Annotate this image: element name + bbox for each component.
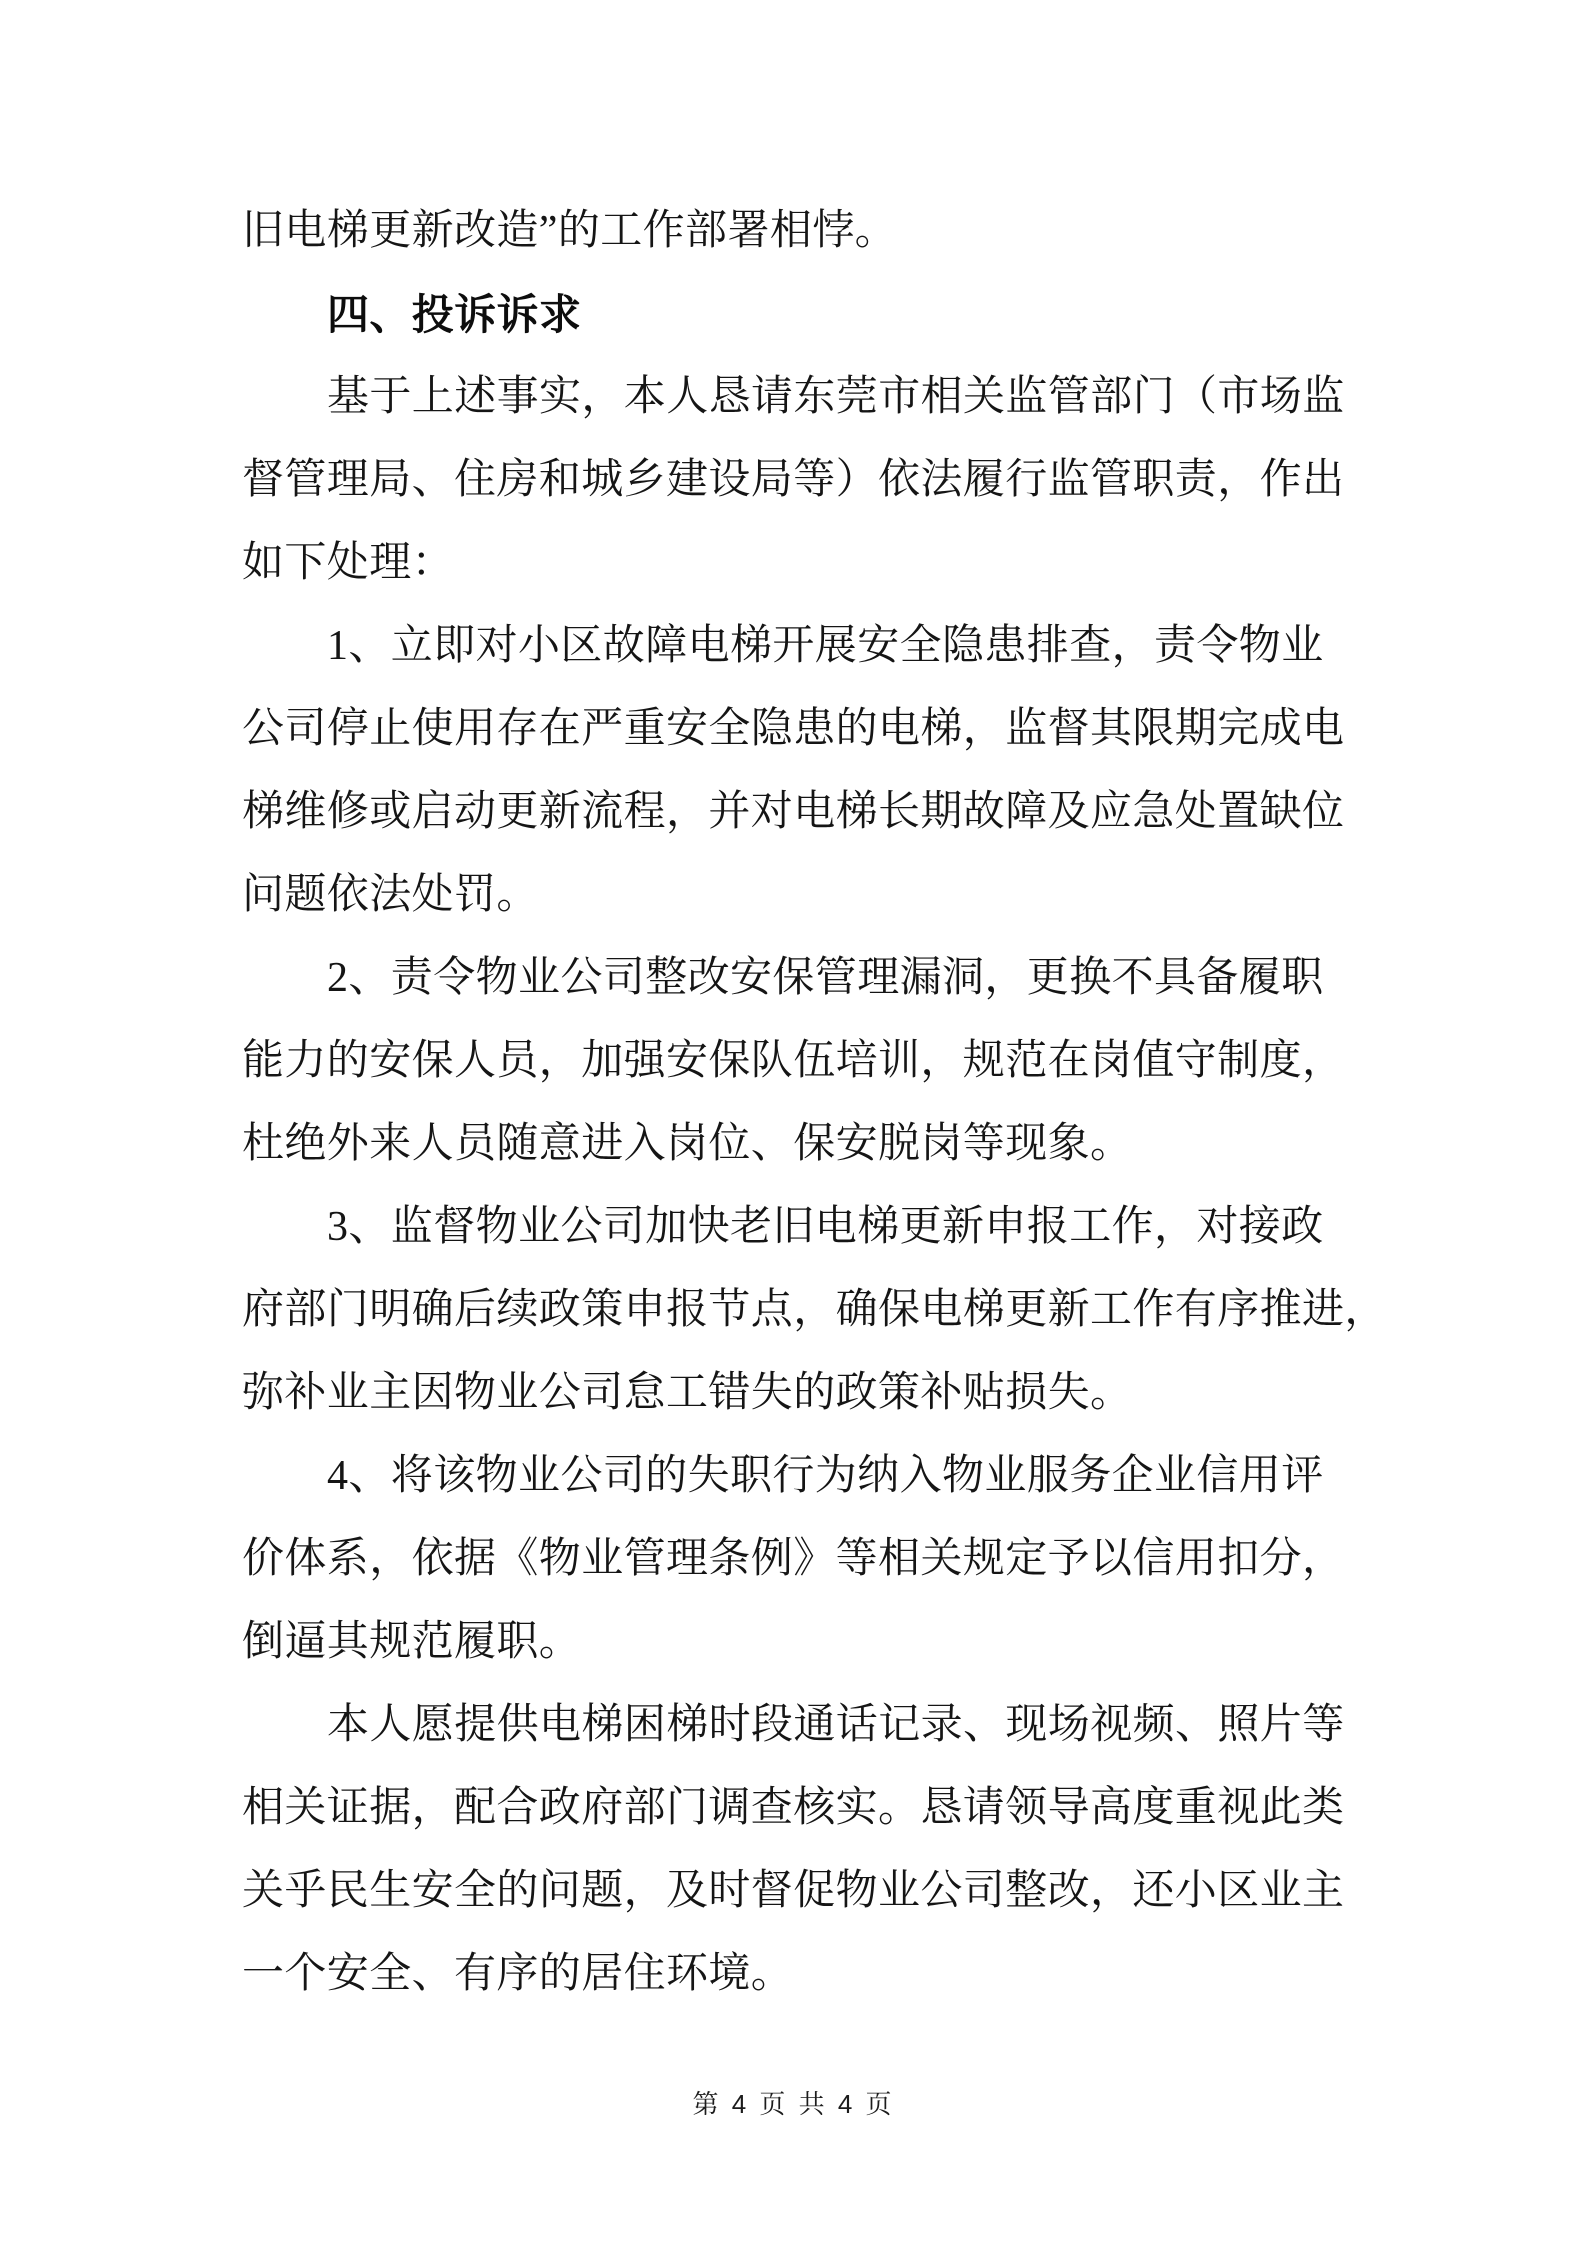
text-line: 能力的安保人员，加强安保队伍培训，规范在岗值守制度， [242, 1038, 1345, 1084]
text-line: 杜绝外来人员随意进入岗位、保安脱岗等现象。 [242, 1121, 1133, 1167]
text-line: 倒逼其规范履职。 [242, 1619, 582, 1665]
text-line: 旧电梯更新改造”的工作部署相悖。 [242, 208, 898, 254]
text-line: 弥补业主因物业公司怠工错失的政策补贴损失。 [242, 1370, 1133, 1416]
text-line: 府部门明确后续政策申报节点，确保电梯更新工作有序推进， [242, 1287, 1387, 1333]
section-heading: 四、投诉诉求 [327, 291, 582, 338]
text-line: 2、责令物业公司整改安保管理漏洞，更换不具备履职 [327, 955, 1324, 1001]
text-line: 价体系，依据《物业管理条例》等相关规定予以信用扣分， [242, 1536, 1345, 1582]
text-line: 基于上述事实，本人恳请东莞市相关监管部门（市场监 [327, 374, 1345, 420]
text-line: 本人愿提供电梯困梯时段通话记录、现场视频、照片等 [327, 1702, 1345, 1748]
text-line: 公司停止使用存在严重安全隐患的电梯，监督其限期完成电 [242, 706, 1345, 752]
text-line: 梯维修或启动更新流程，并对电梯长期故障及应急处置缺位 [242, 789, 1345, 835]
text-line: 一个安全、有序的居住环境。 [242, 1951, 794, 1997]
text-line: 问题依法处罚。 [242, 872, 539, 918]
text-line: 4、将该物业公司的失职行为纳入物业服务企业信用评 [327, 1453, 1324, 1499]
page-footer: 第 4 页 共 4 页 [692, 2089, 895, 2119]
text-line: 督管理局、住房和城乡建设局等）依法履行监管职责，作出 [242, 457, 1345, 503]
text-line: 3、监督物业公司加快老旧电梯更新申报工作，对接政 [327, 1204, 1324, 1250]
document-body [242, 190, 1387, 2016]
text-line: 关乎民生安全的问题，及时督促物业公司整改，还小区业主 [242, 1868, 1345, 1914]
text-line: 1、立即对小区故障电梯开展安全隐患排查，责令物业 [327, 623, 1324, 669]
text-line: 如下处理： [242, 540, 455, 586]
text-line: 相关证据，配合政府部门调查核实。恳请领导高度重视此类 [242, 1785, 1345, 1831]
